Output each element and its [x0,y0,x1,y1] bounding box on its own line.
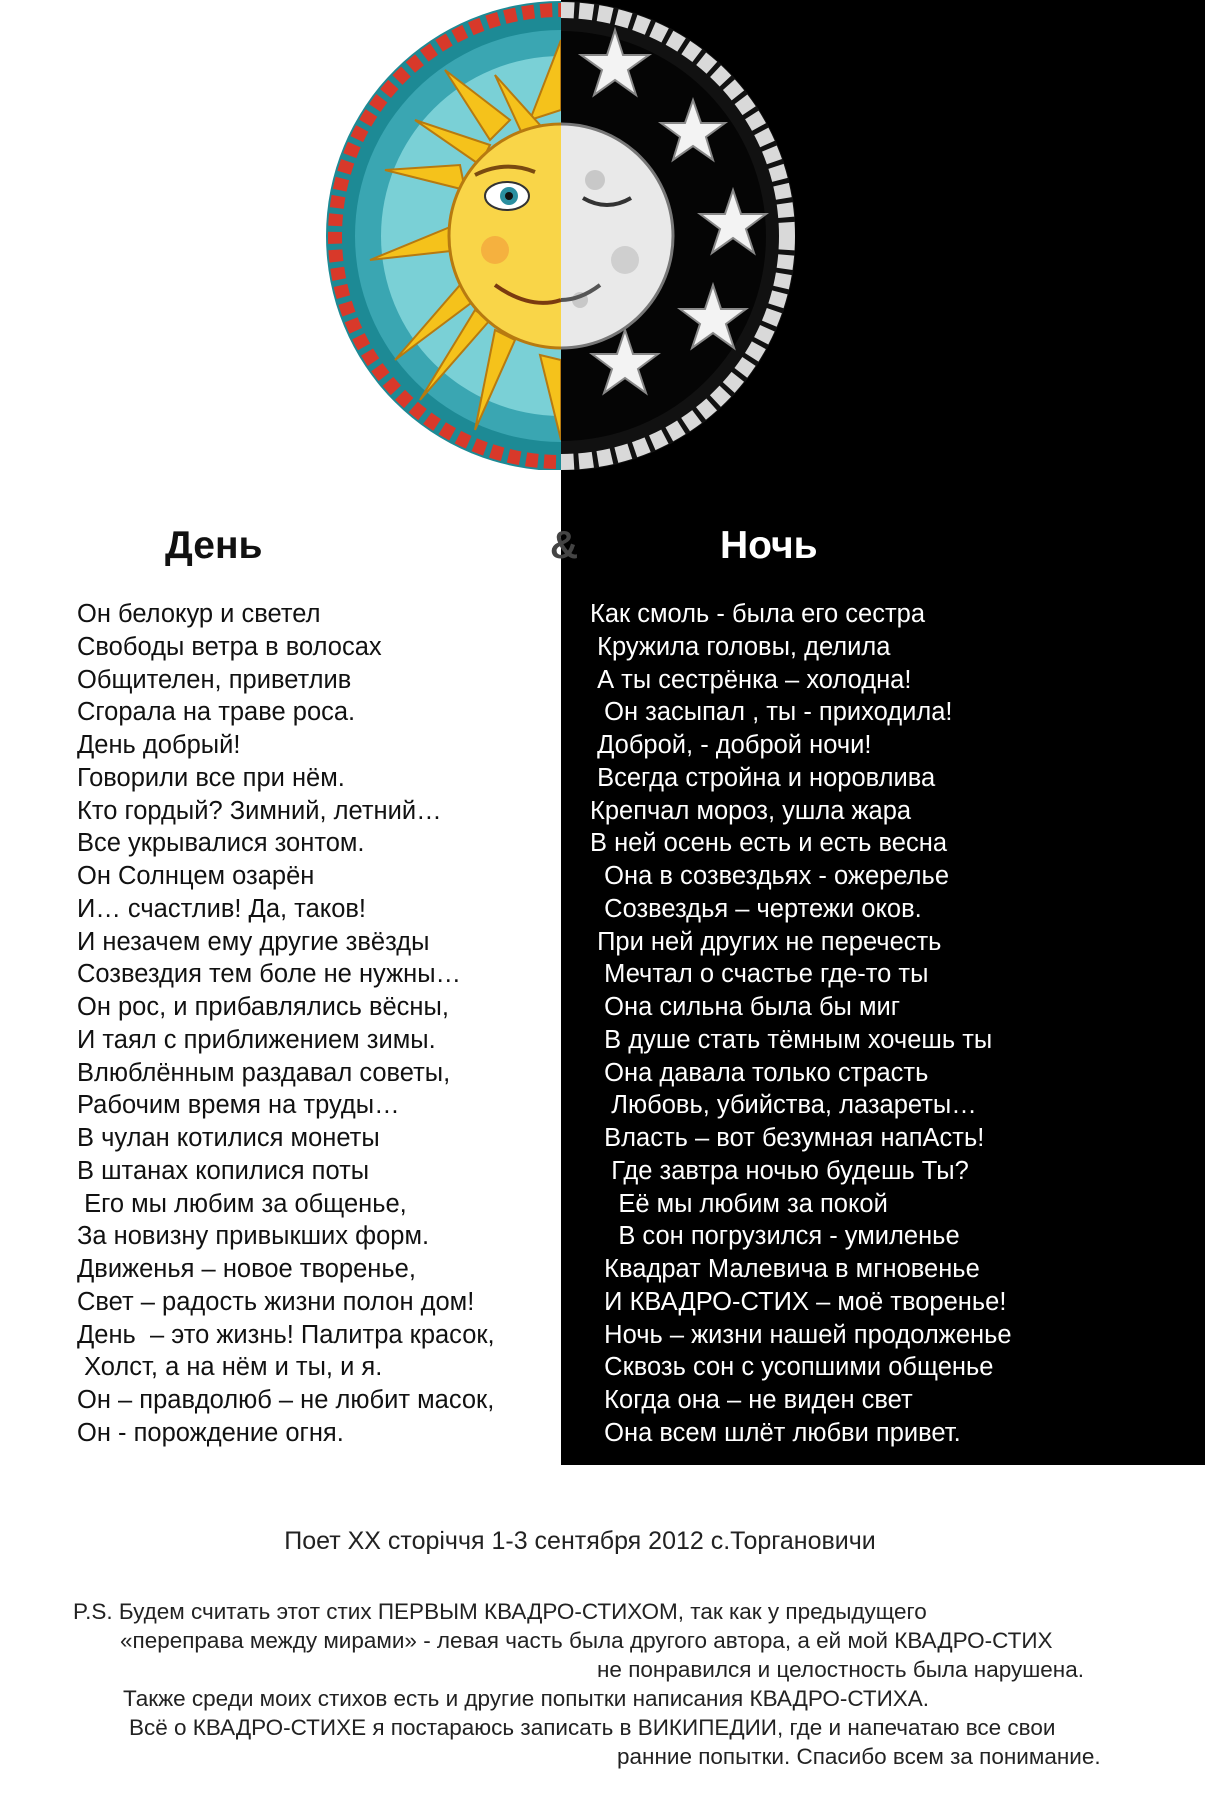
poem-line: И незачем ему другие звёзды [77,927,430,956]
poem-line: Власть – вот безумная напАсть! [590,1124,985,1152]
poem-line: Она всем шлёт любви привет. [590,1418,961,1447]
poem-line: Любовь, убийства, лазареты… [590,1091,977,1120]
poem-line: Она давала только страсть [590,1058,929,1087]
poem-line: При ней других не перечесть [590,927,942,956]
ps-line: «переправа между мирами» - левая часть была другого автора, а ей мой КВАДРО-СТИХ [120,1628,1053,1653]
ps-line: ранние попытки. Спасибо всем за понимание. [617,1744,1101,1769]
sun-moon-emblem [325,0,795,470]
poem-line: Свет – радость жизни полон дом! [77,1287,475,1316]
poem-line: Созвездия тем боле не нужны… [77,960,462,989]
poem-line: И КВАДРО-СТИХ – моё творенье! [590,1287,1007,1316]
poem-line: Холст, а на нём и ты, и я. [77,1353,383,1382]
poem-line: Общителен, приветлив [77,665,352,694]
poem-line: Движенья – новое творенье, [77,1255,416,1283]
poem-line: Его мы любим за общенье, [77,1189,407,1218]
poem-line: Она сильна была бы миг [590,993,901,1021]
poem-line: И таял с приближением зимы. [77,1025,436,1054]
ps-line: P.S. Будем считать этот стих ПЕРВЫМ КВАДРО-СТИХОМ, так как у предыдущего [73,1599,927,1624]
ps-line: Также среди моих стихов есть и другие попытки написания КВАДРО-СТИХА. [123,1686,930,1711]
poem-line: В сон погрузился - умиленье [590,1222,960,1251]
poem-line: Свободы ветра в волосах [77,632,382,661]
title-ampersand: & [550,524,579,567]
poem-line: Говорили все при нём. [77,763,345,792]
ps-line: Всё о КВАДРО-СТИХЕ я постараюсь записать в ВИКИПЕДИИ, где и напечатаю все свои [129,1715,1056,1740]
poem-line: Влюблённым раздавал советы, [77,1058,451,1087]
poem-line: Сгорала на траве роса. [77,698,356,727]
poem-line: Он рос, и прибавлялись вёсны, [77,993,449,1021]
poem-line: Когда она – не виден свет [590,1386,913,1414]
ps-line: не понравился и целостность была нарушена. [597,1657,1084,1682]
poem-line: Крепчал мороз, ушла жара [590,796,912,825]
poem-line: В душе стать тёмным хочешь ты [590,1025,993,1054]
poem-line: Где завтра ночью будешь Ты? [590,1156,969,1185]
poem-line: А ты сестрёнка – холодна! [590,665,912,694]
poem-line: И… счастлив! Да, таков! [77,894,367,923]
signature: Поет XX сторіччя 1-3 сентября 2012 с.Торгановичи [284,1527,876,1555]
poem-line: Сквозь сон с усопшими общенье [590,1353,994,1382]
title-night: Ночь [720,524,818,567]
poem-line: Как смоль - была его сестра [590,600,925,628]
poem-line: День добрый! [77,731,241,759]
poem-line: Он засыпал , ты - приходила! [590,698,953,727]
poem-line: Доброй, - доброй ночи! [590,731,872,759]
poem-line: В штанах копилися поты [77,1156,370,1185]
poem-line: Она в созвездьях - ожерелье [590,862,950,890]
poem-line: Созвездья – чертежи оков. [590,894,922,923]
poem-line: День – это жизнь! Палитра красок, [77,1320,495,1349]
poem-line: Он белокур и светел [77,600,321,628]
poem-day [77,598,495,1450]
title-day: День [165,524,263,567]
poem-line: Мечтал о счастье где-то ты [590,960,929,989]
poem-line: За новизну привыкших форм. [77,1222,430,1251]
poem-line: В ней осень есть и есть весна [590,829,947,858]
poem-line: Кто гордый? Зимний, летний… [77,796,442,825]
poem-line: Он - порождение огня. [77,1418,344,1447]
poem-line: Её мы любим за покой [590,1189,888,1218]
poem-line: Он – правдолюб – не любит масок, [77,1386,495,1414]
poem-line: В чулан котилися монеты [77,1124,380,1152]
poem-line: Кружила головы, делила [590,632,891,661]
poem-line: Он Солнцем озарён [77,862,315,890]
poem-line: Ночь – жизни нашей продолженье [590,1320,1012,1349]
poem-line: Всегда стройна и норовлива [590,763,936,792]
poem-line: Все укрывалися зонтом. [77,829,365,858]
poem-line: Рабочим время на труды… [77,1091,400,1120]
poem-night [590,598,1012,1450]
poem-line: Квадрат Малевича в мгновенье [590,1255,980,1283]
